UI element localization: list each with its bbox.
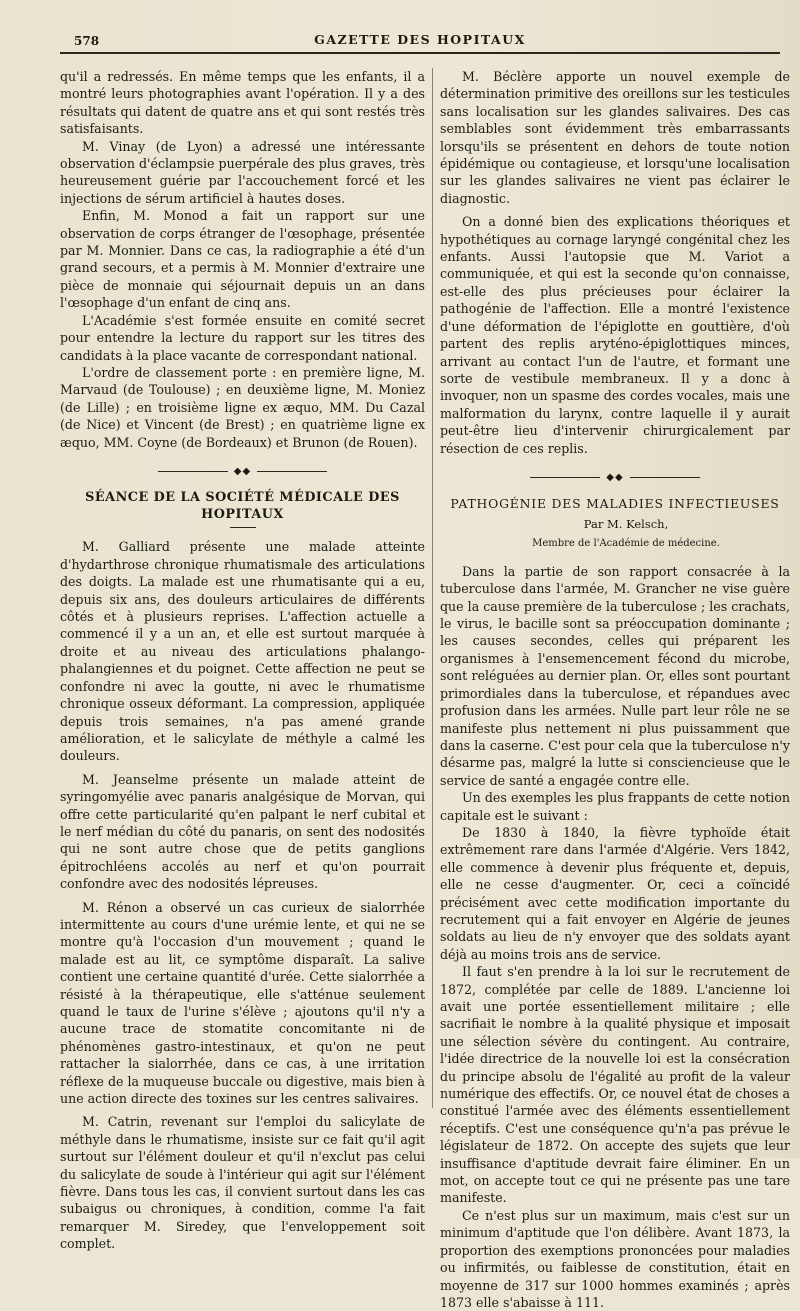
paragraph: M. Catrin, revenant sur l'emploi du salicylate de méthyle dans le rhumatisme, insiste sur ce fait qu'il agit surtout sur l'élément douleur et qu'il n'exclut pas celui du salicylate de soude à l'intérieur qui agit sur l'élément fièvre. Dans tous les cas, il convient surtout dans les cas subaigus ou chroniques, à condition, comme l'a fait remarquer M. Siredey, que l'enveloppement soit complet.: [60, 1114, 425, 1252]
column-divider: [432, 68, 433, 1108]
paragraph: On a donné bien des explications théoriques et hypothétiques au cornage laryngé congénital chez les enfants. Aussi l'autopsie que M. Variot a communiquée, et qui est la seconde qu'on connaisse, est-elle des plus précieuses pour éclairer la pathogénie de l'affection. Elle a montré l'existence d'une déformation de l'épiglotte en gouttière, d'où partent des replis aryténo-épiglottiques minces, arrivant au contact l'un de l'autre, et formant une sorte de vestibule membraneux. Il y a donc à invoquer, non un spasme des cordes vocales, mais une malformation du larynx, contre laquelle il y aurait peut-être lieu d'intervenir chirurgicalement par résection de ces replis.: [440, 214, 790, 456]
paragraph: M. Béclère apporte un nouvel exemple de détermination primitive des oreillons sur les testicules sans localisation sur les glandes salivaires. Des cas semblables sont évidemment très embarrassants lorsqu'ils se présentent en dehors de toute notion épidémique ou contagieuse, et lorsqu'une localisation sur les glandes salivaires ne vient pas éclairer le diagnostic.: [440, 69, 790, 206]
paragraph: Dans la partie de son rapport consacrée à la tuberculose dans l'armée, M. Grancher ne vise guère que la cause première de la tuberculose ; les crachats, le virus, le bacille sont sa préoccupation dominante ; les causes secondes, celles qui préparent les organismes à l'ensemencement fécond du microbe, sont reléguées au dernier plan. Or, elles sont pourtant primordiales dans la tuberculose, et répandues avec profusion dans les armées. Nulle part leur rôle ne se manifeste plus nettement ni plus puissamment que dans la caserne. C'est pour cela que la tuberculose n'y désarme pas, malgré la lutte si consciencieuse que le service de santé a engagée contre elle.: [440, 563, 790, 788]
page-number: 578: [74, 34, 100, 48]
paragraph: Ce n'est plus sur un maximum, mais c'est sur un minimum d'aptitude que l'on délibère. Avant 1873, la proportion des exemptions prononcées pour maladies ou infirmités, ou faiblesse de constitution, était en moyenne de 317 sur 1000 hommes examinés ; après 1873 elle s'abaisse à 111.: [440, 1207, 790, 1310]
right-column: [440, 68, 790, 1311]
running-title: GAZETTE DES HOPITAUX: [314, 32, 526, 47]
paragraph: M. Rénon a observé un cas curieux de sialorrhée intermittente au cours d'une urémie lente, et qui ne se montre qu'à l'occasion d'un mouvement ; quand le malade est au lit, ce symptôme disparaît. La salive contient une certaine quantité d'urée. Cette sialorrhée a résisté à la thérapeutique, elle s'atténue seulement quand le taux de l'urine s'élève ; ajoutons qu'il n'y a aucune trace de stomatite concomitante ni de phénomènes gastro-intestinaux, et qu'on ne peut rattacher la sialorrhée, dans ce cas, à une irritation réflexe de la muqueuse buccale ou digestive, mais bien à une action directe des toxines sur les centres salivaires.: [60, 899, 425, 1107]
paragraph: M. Jeanselme présente un malade atteint de syringomyélie avec panaris analgésique de Morvan, qui offre cette particularité qu'en palpant le nerf cubital et le nerf médian du côté du panaris, on sent des nodosités qui ne sont autre chose que de petits ganglions épitrochléens accolés au nerf et qu'on pourrait confondre avec des nodosités lépreuses.: [60, 771, 425, 892]
paragraph: De 1830 à 1840, la fièvre typhoïde était extrêmement rare dans l'armée d'Algérie. Vers 1842, elle commence à devenir plus fréquente et, depuis, elle ne cesse d'augmenter. Or, ceci a coïncidé précisément avec cette modification importante du recrutement qui a fait envoyer en Algérie de jeunes soldats au lieu de n'y envoyer que des soldats ayant déjà au moins trois ans de service.: [440, 824, 790, 962]
paragraph: Il faut s'en prendre à la loi sur le recrutement de 1872, complétée par celle de 1889. L'ancienne loi avait une portée essentiellement militaire ; elle sacrifiait le nombre à la qualité physique et imposait une sélection sévère du contingent. Au contraire, l'idée directrice de la nouvelle loi est la consécration du principe absolu de l'égalité au profit de la valeur numérique des effectifs. Or, ce nouvel état de choses a constitué l'armée avec des éléments essentiellement réceptifs. C'est une conséquence qu'n'a pas prévue le législateur de 1872. On accepte des sujets que leur insuffisance d'aptitude devrait faire éliminer. En un mot, on accepte tout ce qui ne présente pas une tare manifeste.: [440, 964, 790, 1206]
paragraph: qu'il a redressés. En même temps que les enfants, il a montré leurs photographies avant l'opération. Il y a des résultats qui datent de quatre ans et qui sont restés très satisfaisants.: [60, 69, 425, 137]
article-title: PATHOGÉNIE DES MALADIES INFECTIEUSES: [450, 495, 780, 511]
section-ornament: ◆◆: [440, 469, 790, 487]
paragraph: L'ordre de classement porte : en première ligne, M. Marvaud (de Toulouse) ; en deuxième ligne, M. Moniez (de Lille) ; en troisième ligne ex æquo, MM. Du Cazal (de Nice) et Vincent (de Brest) ; en quatrième ligne ex æquo, MM. Coyne (de Bordeaux) et Brunon (de Rouen).: [60, 364, 425, 450]
paragraph: M. Vinay (de Lyon) a adressé une intéressante observation d'éclampsie puerpérale des plus graves, très heureusement guérie par l'accouchement forcé et les injections de sérum artificiel à hautes doses.: [60, 138, 425, 206]
article-byline: Par M. Kelsch,: [583, 517, 669, 532]
author-credential: Membre de l'Académie de médecine.: [532, 538, 720, 550]
heading-rule: [230, 527, 256, 528]
page-header: [60, 30, 780, 54]
paragraph: Enfin, M. Monod a fait un rapport sur une observation de corps étranger de l'œsophage, présentée par M. Monnier. Dans ce cas, la radiographie a été d'un grand secours, et a permis à M. Monnier d'extraire une pièce de monnaie qui séjournait depuis un an dans l'œsophage d'un enfant de cinq ans.: [60, 208, 425, 311]
paragraph: Un des exemples les plus frappants de cette notion capitale est le suivant :: [440, 790, 790, 823]
paragraph: L'Académie s'est formée ensuite en comité secret pour entendre la lecture du rapport sur les titres des candidats à la place vacante de correspondant national.: [60, 312, 425, 363]
section-ornament: ◆◆: [60, 463, 425, 481]
left-column: [60, 68, 425, 1253]
paragraph: M. Galliard présente une malade atteinte d'hydarthrose chronique rhumatismale des articulations des doigts. La malade est une rhumatisante qui a eu, depuis six ans, des douleurs articulaires de différents côtés et à plusieurs reprises. L'affection actuelle a commencé il y a un an, et elle est surtout marquée à droite et au niveau des articulations phalango-phalangiennes et du poignet. Cette affection ne peut se confondre ni avec la goutte, ni avec le rhumatisme chronique osseux déformant. La compression, appliquée depuis trois semaines, n'a pas amené grande amélioration, et le salicylate de méthyle a calmé les douleurs.: [60, 539, 425, 764]
section-heading: SÉANCE DE LA SOCIÉTÉ MÉDICALE DES HOPITAUX: [85, 489, 400, 523]
